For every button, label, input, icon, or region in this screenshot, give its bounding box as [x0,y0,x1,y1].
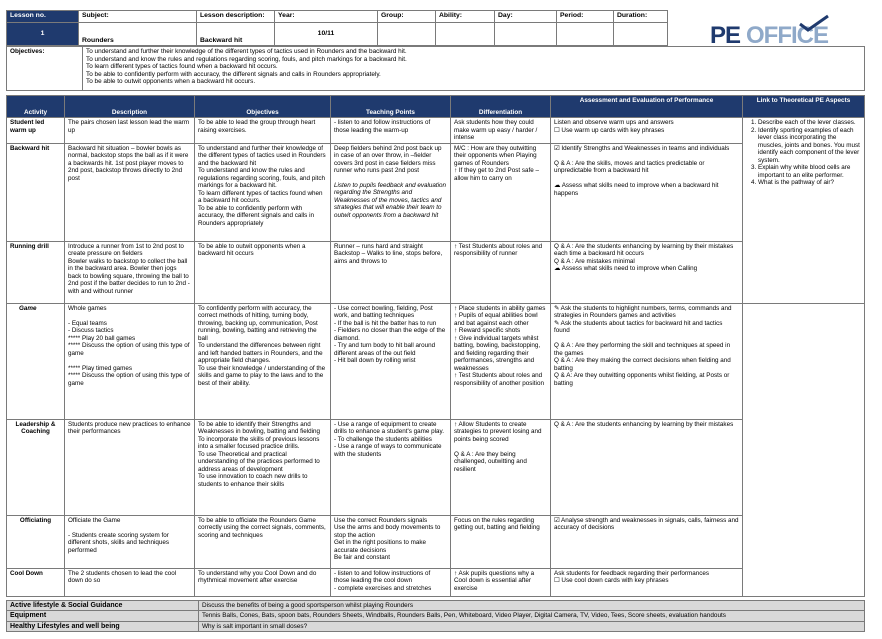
logo-tick-icon [798,14,830,32]
table-row [7,601,865,611]
bottom-table [6,600,865,632]
duration-value [614,23,668,46]
objective-item: To be able to confidently perform with accuracy, the different signals and calls in Rounders appropriately. [86,70,381,78]
activity-cell: Backward hit [7,143,65,241]
ability-value [436,23,495,46]
assessment-cell: ☑ Analyse strength and weaknesses in signals, calls, fairness and accuracy of decisions [551,515,743,568]
period-label: Period: [557,11,614,23]
teaching-cell [331,143,451,241]
link-cell [743,118,865,304]
bottom-label: Healthy Lifestyles and well being [7,621,199,631]
objective-item: To understand and know the rules and regulations regarding scoring, fouls, and pitch markings for a backward hit. [86,55,407,63]
logo-office-text: OFFICE [746,22,828,49]
bottom-label: Active lifestyle & Social Guidance [7,601,199,611]
assessment-cell: ☑ Identify Strengths and Weaknesses in teams and individuals Q & A : Are the skills, moves and tactics predictable or unpredictable from a backward hit ☁ Assess what skills need to improve when a backward hit happens [551,143,743,241]
teaching-cell: - listen to and follow instructions of those leading the warm-up [331,118,451,144]
ability-label: Ability: [436,11,495,23]
activity-cell: Game [7,303,65,419]
bottom-text: Discuss the benefits of being a good sportsperson whilst playing Rounders [199,601,865,611]
teaching-italic-text: Listen to pupils feedback and evaluation regarding the Strengths and Weaknesses of the moves, tactics and strategies that will enable their team to outwit opponents from a backward hit [334,181,447,219]
col-objectives: Objectives [195,96,331,118]
objective-item: To be able to outwit opponents when a backward hit occurs. [86,78,256,86]
subject-value: Rounders [79,23,197,46]
period-value [557,23,614,46]
link-list [746,119,861,187]
objectives-cell: To understand why you Cool Down and do rhythmical movement after exercise [195,568,331,596]
subject-label: Subject: [79,11,197,23]
teaching-cell: Use the correct Rounders signals Use the arms and body movements to stop the action Get in the right positions to make accurate decisions Be fair and constant [331,515,451,568]
group-value [378,23,436,46]
lesson-description-value: Backward hit [197,23,275,46]
col-description: Description [65,96,195,118]
col-assessment: Assessment and Evaluation of Performance [551,96,743,118]
table-row [7,303,865,419]
description-cell: Officiate the Game - Students create scoring system for different shots, skills and techniques performed [65,515,195,568]
list-item: 3. Explain why white blood cells are important to an elite performer. [758,164,861,179]
assessment-cell: Q & A : Are the students enhancing by learning by their mistakes each time a backward hit occurs Q & A : Are mistakes minimal ☁ Assess what skills need to improve when Calling [551,241,743,303]
description-cell: The 2 students chosen to lead the cool down do so [65,568,195,596]
objectives-cell: To be able to officiate the Rounders Game correctly using the correct signals, comments, scoring and techniques [195,515,331,568]
group-label: Group: [378,11,436,23]
activity-cell: Officiating [7,515,65,568]
table-row [7,118,865,144]
table-row [7,241,865,303]
lesson-number: 1 [7,23,79,46]
differentiation-cell: ↑ Place students in ability games ↑ Pupils of equal abilities bowl and bat against each other ↑ Reward specific shots ↑ Give individual targets whilst batting, bowling, backstopping, and fielding regarding their performances, strengths and weaknesses ↑ Test Students about roles and responsibility of another position [451,303,551,419]
table-row [7,419,865,515]
objectives-list [83,47,865,91]
objective-item: To understand and further their knowledge of the different types of tactics used in Rounders and the backward hit. [86,48,407,55]
table-row [7,143,865,241]
bottom-text: Tennis Balls, Cones, Bats, spoon bats, Rounders Sheets, Windballs, Rounders Balls, Pen, Whiteboard, Video Player, Digital Camera, TV, Video, Tees, Score sheets, evaluation handouts [199,611,865,621]
objectives-cell: To be able to identify their Strengths and Weaknesses in bowling, batting and fielding To incorporate the skills of previous lessons into a smaller focused practice drills. To use Theoretical and practical understanding of the practices performed to address areas of development To use innovation to coach new drills to students to enhance their skills [195,419,331,515]
objectives-cell: To understand and further their knowledge of the different types of tactics used in Rounders and the backward hit To understand and know the rules and regulations regarding scoring, fouls, and pitch markings for a backward hit. To learn different types of tactics found when a backward hit occurs. To be able to confidently perform with accuracy, the different signals and calls in Rounders appropriately [195,143,331,241]
assessment-cell: ✎ Ask the students to highlight numbers, terms, commands and strategies in Rounders games and activities ✎ Ask the students about tactics for backward hit and tactics found Q & A : Are they performing the skill and techniques at speed in the games Q & A : Are they making the correct decisions when fielding and batting Q & A: Are they outwitting opponents whilst fielding, at Posts or batting [551,303,743,419]
col-teaching-points: Teaching Points [331,96,451,118]
year-label: Year: [275,11,378,23]
day-value [495,23,557,46]
table-row [7,621,865,631]
objectives-cell: To be able to outwit opponents when a backward hit occurs [195,241,331,303]
activity-cell: Running drill [7,241,65,303]
assessment-cell: Ask students for feedback regarding their performances ☐ Use cool down cards with key phrases [551,568,743,596]
differentiation-cell: M/C : How are they outwitting their opponents when Playing games of Rounders ↑ If they get to 2nd Post safe – allow him to carry on [451,143,551,241]
objective-item: To learn different types of tactics found when a backward hit occurs. [86,63,278,71]
objectives-label: Objectives: [7,47,83,91]
differentiation-cell: ↑ Test Students about roles and responsibility of runner [451,241,551,303]
description-cell: Students produce new practices to enhance their performances [65,419,195,515]
col-link: Link to Theoretical PE Aspects [743,96,865,118]
objectives-cell: To be able to lead the group through heart raising exercises. [195,118,331,144]
bottom-label: Equipment [7,611,199,621]
assessment-cell: Listen and observe warm ups and answers ☐ Use warm up cards with key phrases [551,118,743,144]
list-item: 1. Describe each of the lever classes. [758,119,861,127]
teaching-cell: Runner – runs hard and straight Backstop – Walks to line, stops before, aims and throws to [331,241,451,303]
lesson-no-label: Lesson no. [7,11,79,23]
logo-pe-text: PE [710,22,741,49]
peoffice-logo [706,12,862,48]
description-cell: Backward hit situation – bowler bowls as normal, backstop stops the ball as if it were a backwards hit. 1st post player moves to 2nd post, backstop throws directly to 2nd post [65,143,195,241]
teaching-cell: - Use a range of equipment to create drills to enhance a student's game play. - To challenge the students abilities - Use a range of ways to communicate with the students [331,419,451,515]
list-item: 4. What is the pathway of air? [758,179,861,187]
table-row [7,568,865,596]
teaching-cell: - listen to and follow instructions of those leading the cool down - complete exercises and stretches [331,568,451,596]
description-cell: Whole games - Equal teams - Discuss tactics ***** Play 20 ball games ***** Discuss the option of using this type of game ***** Play timed games ***** Discuss the option of using this type of game [65,303,195,419]
lesson-plan-table [6,95,865,597]
description-cell: Introduce a runner from 1st to 2nd post to create pressure on fielders Bowler walks to backstop to collect the ball in the backward area. Bowler then jogs back to bowling square, throwing the ball to 2nd post if the batter decides to run to 2nd - with and without runner [65,241,195,303]
objectives-cell: To confidently perform with accuracy, the correct methods of hitting, turning body, throwing, backing up, communication, Post running, bowling, batting and retrieving the ball To understand the differences between right and left handed batters in Rounders, and the appropriate field changes. To use their knowledge / understanding of the skills and game to play to the laws and to the best of their ability. [195,303,331,419]
list-item: 2. Identify sporting examples of each lever class incorporating the muscles, joints and bones. You must identify each component of the lever system. [758,127,861,165]
teaching-cell: - Use correct bowling, fielding, Post work, and batting techniques - If the ball is hit the batter has to run - Fielders no closer than the edge of the diamond. - Try and turn body to hit ball around different areas of the out field - Hit ball down by rolling wrist [331,303,451,419]
differentiation-cell: Focus on the rules regarding getting out, batting and fielding [451,515,551,568]
activity-cell: Student led warm up [7,118,65,144]
table-row [7,515,865,568]
bottom-text: Why is salt important in small doses? [199,621,865,631]
duration-label: Duration: [614,11,668,23]
description-cell: The pairs chosen last lesson lead the warm up [65,118,195,144]
differentiation-cell: ↑ Ask pupils questions why a Cool down is essential after exercise [451,568,551,596]
objectives-table [6,46,865,91]
activity-cell: Leadership & Coaching [7,419,65,515]
col-activity: Activity [7,96,65,118]
assessment-cell: Q & A : Are the students enhancing by learning by their mistakes [551,419,743,515]
activity-cell: Cool Down [7,568,65,596]
link-cell-empty [743,303,865,596]
differentiation-cell: Ask students how they could make warm up easy / harder / intense [451,118,551,144]
table-row [7,611,865,621]
year-value: 10/11 [275,23,378,46]
differentiation-cell: ↑ Allow Students to create strategies to prevent losing and points being scored Q & A : Are they being challenged, outwitting and resilient [451,419,551,515]
teaching-text: Deep fielders behind 2nd post back up in case of an over throw, in –fielder covers 3rd post in case fielders miss runner who runs past 2nd post [334,144,442,174]
day-label: Day: [495,11,557,23]
col-differentiation: Differentiation [451,96,551,118]
lesson-description-label: Lesson description: [197,11,275,23]
